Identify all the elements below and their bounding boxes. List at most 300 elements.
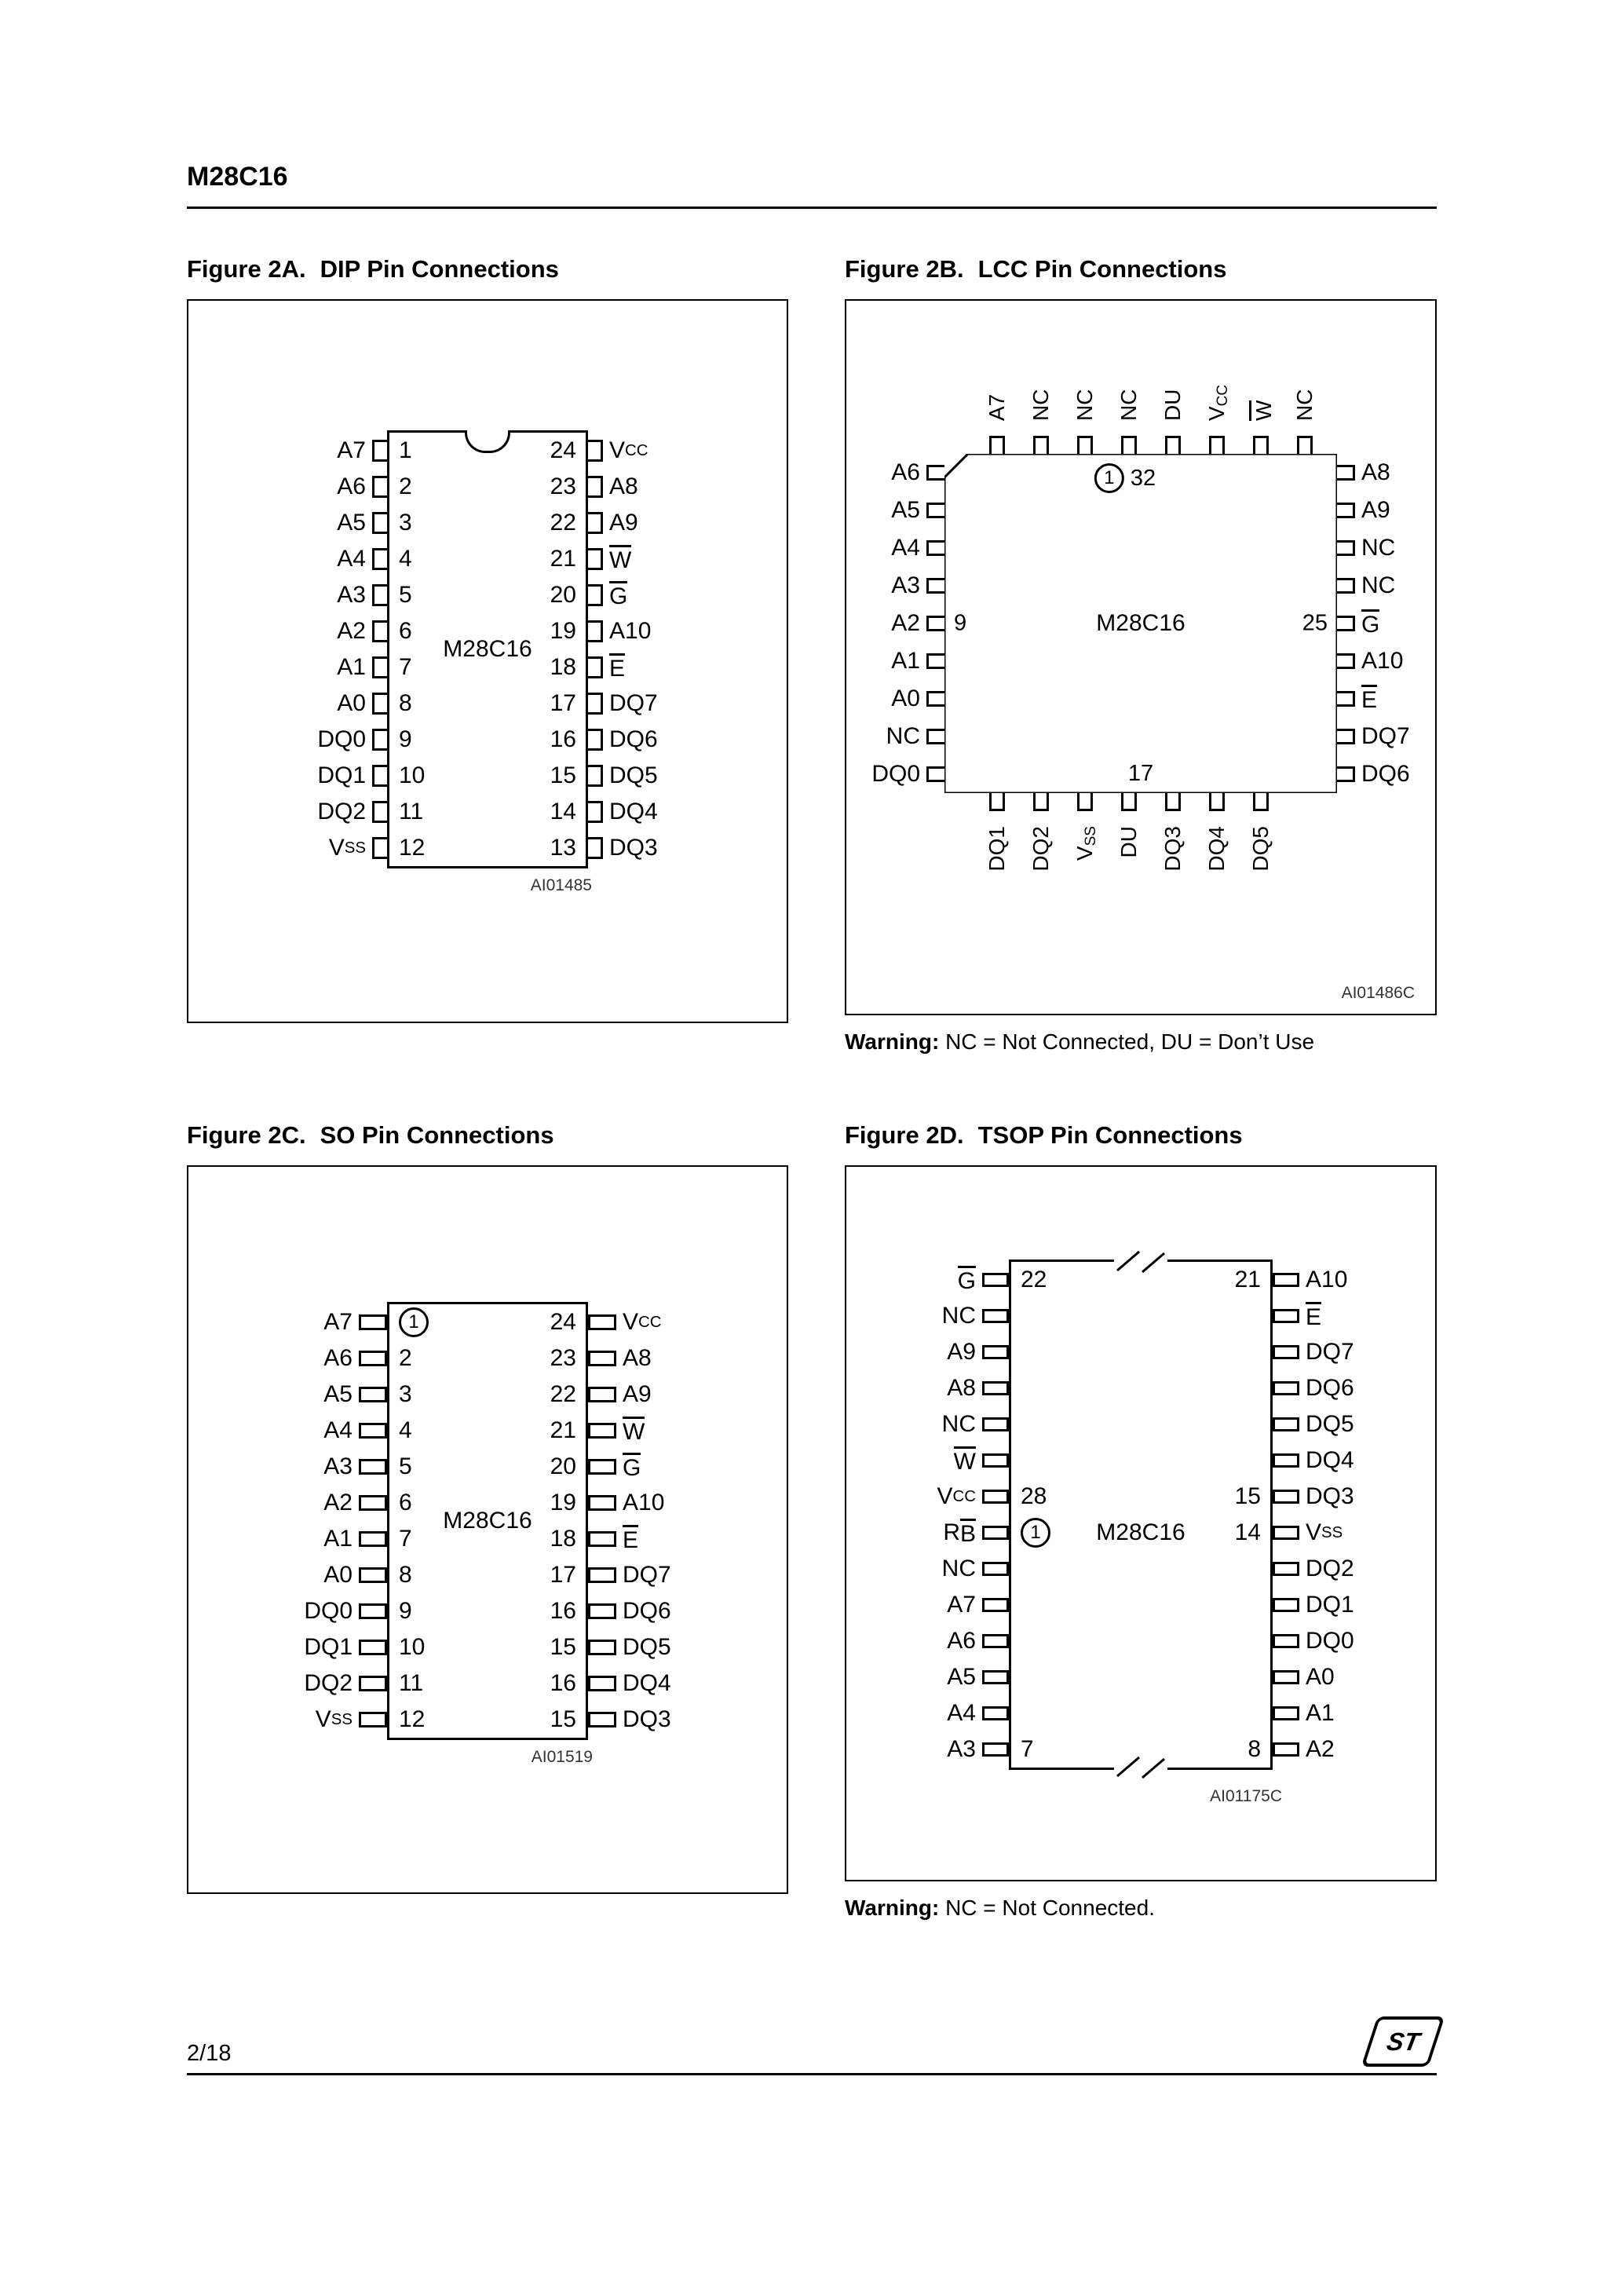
figure-2d-title [845,1121,1437,1150]
pin-label [1240,357,1282,436]
lcc-pin-row [869,755,944,793]
pin-lead-icon [588,765,603,787]
pin-label: A7 [337,437,366,463]
pin-lead-icon [359,1640,387,1655]
pin-label: A6 [891,459,920,485]
pin-lead-icon [1273,1273,1299,1287]
pin-label: A8 [1361,459,1390,485]
pin-leads-right [588,1304,616,1738]
pin-label-text: NC [1292,389,1317,421]
pin-label: DQ7 [609,690,658,716]
pin-label-text: DQ3 [1160,826,1185,872]
pin-lead-icon [359,1459,387,1475]
pin-lead-cell [359,1377,387,1413]
pin-number: 16 [550,1670,576,1696]
pin32-number: 32 [1130,465,1156,491]
figure-2b-label: Figure 2B. [845,255,964,283]
pin-lead-icon [1273,1453,1299,1468]
pin-number: 19 [550,618,576,644]
lcc-pin-row [869,605,944,642]
figure-2a-name: DIP Pin Connections [320,255,559,283]
pin-lead-icon [1337,616,1355,631]
pin-label: A3 [323,1453,353,1479]
pin-label: A4 [323,1417,353,1443]
pin-lead-cell [588,1557,616,1593]
pin-lead-cell [359,1593,387,1629]
figure-2c-title [187,1121,788,1150]
warning-label: Warning: [845,1029,940,1054]
pin-lead-icon [1165,793,1181,811]
pin-lead-icon [982,1526,1009,1540]
pin-lead-cell [982,1587,1009,1623]
pin-lead-icon [1273,1706,1299,1720]
dip-package [290,430,685,868]
pin-label-text: DU [1116,826,1141,858]
pin-lead-cell [1273,1442,1299,1479]
dip-diagram [290,430,685,894]
pin-lead-icon [926,540,944,556]
pin-lead-icon [1273,1634,1299,1648]
pin-lead-icon [926,503,944,518]
pin-label-text: DQ2 [1028,826,1053,872]
pin-label: A7 [947,1592,976,1618]
pin-lead-cell [372,758,387,794]
pin-lead-icon [588,1459,616,1475]
lcc-top-pin [976,357,1018,454]
pin-lead-icon [1077,793,1093,811]
pin-lead-cell [588,1629,616,1665]
pin1-circle-icon: 1 [1094,463,1124,493]
pin-label-text: DQ4 [1204,826,1229,872]
figure-2c-box [187,1165,788,1894]
pin-number: 24 [550,1309,576,1335]
pin-label: DQ0 [1306,1628,1354,1654]
pin-lead-icon [982,1706,1009,1720]
pin-number: 15 [550,1706,576,1732]
pin-label: W [623,1413,645,1449]
pin-label-text: NC [1072,389,1097,421]
pin-lead-cell [359,1340,387,1377]
pin-label [976,357,1018,436]
pin-label [1196,357,1238,436]
pin-lead-cell [1273,1515,1299,1551]
spacer [1337,793,1412,890]
pin-number [1021,1515,1050,1551]
pin-lead-icon [982,1562,1009,1576]
pin-lead-icon [359,1531,387,1547]
pin-number: 2 [399,1345,412,1371]
pin-label: A10 [1361,648,1404,674]
pin-number: 4 [399,1417,412,1443]
pin-label: E [1306,1298,1321,1334]
pin-number: 22 [1021,1267,1047,1292]
lcc-pin-row [1337,642,1412,680]
break-mark-icon [1109,1752,1172,1783]
pin-lead-cell [359,1521,387,1557]
pin-lead-icon [1337,653,1355,669]
pin-lead-icon [372,620,387,642]
pin-label: A10 [609,618,652,644]
pin-lead-icon [982,1273,1009,1287]
pin-label: A9 [947,1339,976,1365]
pin-number: 15 [550,762,576,788]
pin-number: 3 [399,510,412,536]
pin-label: NC [941,1411,976,1437]
pin-number: 5 [399,582,412,608]
pin-labels-right [623,1304,698,1738]
pin-label-text: NC [1116,389,1141,421]
pin-lead-icon [926,578,944,594]
pin-leads-right [588,433,603,866]
figure-2b-name: LCC Pin Connections [977,255,1227,283]
pin-number: 9 [399,726,412,752]
pin-lead-icon [588,1351,616,1366]
pin-lead-icon [982,1309,1009,1323]
pin-label: A0 [891,686,920,711]
pin-lead-icon [989,793,1005,811]
pin-label-text: W [1249,400,1273,421]
pin-label: A4 [947,1700,976,1726]
lcc-top-pin [1152,357,1194,454]
pin-number: 6 [399,618,412,644]
pin-label-text: $V_{SS}$ [1072,826,1099,861]
pin-lead-icon [926,766,944,782]
pin-lead-icon [1337,691,1355,707]
pin-lead-icon [372,476,387,498]
pin-leads-left [982,1262,1009,1768]
figure-2c-label: Figure 2C. [187,1121,306,1149]
lcc-pin-row [869,718,944,755]
lcc-pin-row [869,454,944,492]
lcc-bottom-pin [1064,793,1106,890]
lcc-top-pin [1020,357,1062,454]
pin-lead-cell [982,1262,1009,1298]
pin-lead-icon [989,436,1005,454]
spacer [869,793,944,890]
lcc-bottom-band [869,793,1412,890]
pin-lead-icon [926,465,944,481]
pin-lead-cell [359,1304,387,1340]
pin-labels-left [290,433,366,866]
pin-lead-icon [1337,465,1355,481]
pin-lead-cell [588,1413,616,1449]
pin-number: 18 [550,1526,576,1552]
pin-lead-icon [372,512,387,534]
pin-label [1240,811,1282,890]
pin-number: 13 [550,835,576,861]
pin-lead-cell [588,1377,616,1413]
pin-lead-icon [1337,540,1355,556]
pin-lead-cell [982,1515,1009,1551]
pin-label: A1 [323,1526,353,1552]
pin-lead-cell [588,1521,616,1557]
pin-labels-right [1306,1262,1372,1768]
pin-lead-cell [1273,1298,1299,1334]
pin-lead-icon [372,584,387,606]
pin-lead-icon [1273,1309,1299,1323]
pin-lead-cell [372,577,387,613]
pin-lead-cell [372,649,387,686]
warning-text: NC = Not Connected. [945,1896,1155,1920]
pin-number: 12 [399,835,426,861]
pin-number: 8 [399,690,412,716]
pin-lead-icon [1033,793,1049,811]
pin-lead-cell [359,1702,387,1738]
pin-label: DQ5 [623,1634,671,1660]
pin-label: DQ7 [623,1562,671,1588]
pin-label: G [958,1262,976,1298]
pin-number: 11 [399,799,424,824]
pin-label [1064,357,1106,436]
chip-body [387,430,588,868]
so-diagram [277,1302,698,1766]
pin-lead-icon [359,1423,387,1439]
pin-lead-icon [359,1495,387,1511]
pin-label: DQ6 [609,726,658,752]
pin-lead-cell [1273,1659,1299,1695]
figure-2c-name: SO Pin Connections [320,1121,554,1149]
pin-lead-icon [588,476,603,498]
pin-lead-icon [1273,1345,1299,1359]
lcc-bottom-pin [1108,793,1150,890]
lcc-top-pin [1284,357,1326,454]
pin-label: A0 [323,1562,353,1588]
pin-label: DQ6 [1306,1375,1354,1401]
pin-number: 7 [399,1526,412,1552]
pin-lead-icon [1273,1742,1299,1757]
pin-lead-icon [588,1495,616,1511]
pin-lead-icon [588,1314,616,1330]
pin-label: A3 [891,572,920,598]
pin-lead-icon [588,693,603,715]
pin-number: 10 [399,762,426,788]
figure-2a-box [187,299,788,1023]
figure-2b-drawing-ref: AI01486C [1341,984,1415,1002]
figure-2a-section [187,255,788,1023]
pin-label: DQ7 [1306,1339,1354,1365]
pin-lead-icon [982,1742,1009,1757]
lcc-pin-row [869,680,944,718]
figure-2d-label: Figure 2D. [845,1121,964,1149]
pin-number: 21 [550,1417,576,1443]
figure-2d-name: TSOP Pin Connections [977,1121,1243,1149]
pin-label: A2 [891,610,920,636]
pin-lead-cell [982,1370,1009,1406]
pin-number: 8 [399,1562,412,1588]
chip-name: M28C16 [1096,1519,1185,1545]
pin-lead-cell [1273,1370,1299,1406]
pin-lead-icon [372,729,387,751]
pin-label [1020,357,1062,436]
pin-number: 11 [399,1670,424,1696]
pin-label [1152,811,1194,890]
pin-lead-cell [359,1557,387,1593]
pin-lead-icon [588,584,603,606]
pin-number: 16 [550,726,576,752]
pin-label: DQ5 [1306,1411,1354,1437]
pin-lead-cell [588,649,603,686]
lcc-diagram [869,357,1412,890]
pin-number: 21 [1234,1267,1261,1292]
lcc-pin-row [1337,755,1412,793]
pin-lead-cell [1273,1731,1299,1768]
pin-lead-cell [982,1406,1009,1442]
pin-label: DQ2 [317,799,366,824]
notch-icon [465,430,510,453]
pin-lead-icon [1273,1526,1299,1540]
pin-label: W [954,1442,976,1479]
pin-lead-cell [588,505,603,541]
pin-lead-icon [1273,1381,1299,1395]
pin-lead-cell [588,1593,616,1629]
pin-lead-cell [1273,1262,1299,1298]
pin-label: A10 [1306,1267,1348,1292]
pin-lead-icon [926,653,944,669]
pin-label: DQ5 [609,762,658,788]
pin-lead-cell [982,1731,1009,1768]
pin-label: E [1361,685,1377,714]
lcc-top-pin [1064,357,1106,454]
pin-lead-cell [982,1442,1009,1479]
pin-number: 6 [399,1490,412,1515]
chip-body [387,1302,588,1740]
pin-label: DQ7 [1361,723,1410,749]
pin-label [976,811,1018,890]
pin-lead-icon [372,548,387,570]
pin-number: 17 [550,690,576,716]
pin-number [399,1304,429,1340]
pin-lead-cell [588,1665,616,1702]
pin-lead-icon [1297,436,1313,454]
pin-label: A2 [323,1490,353,1515]
pin-label: DQ1 [304,1634,353,1660]
pin-number: 14 [550,799,576,824]
pin-label: V SS [315,1706,353,1732]
page-number: 2/18 [187,2041,232,2066]
pin-number: 19 [550,1490,576,1515]
lcc-left-pins [869,454,944,793]
pin-lead-icon [372,801,387,823]
pin-number: 2 [399,473,412,499]
pin-label: E [609,649,625,686]
pin-lead-cell [372,830,387,866]
pin-lead-icon [372,693,387,715]
pin-lead-cell [588,830,603,866]
pin-lead-cell [982,1551,1009,1587]
pin-lead-icon [588,656,603,678]
pin-label [1064,811,1106,890]
lcc-bottom-pin [1196,793,1238,890]
pin-label: A5 [891,497,920,523]
pin-label: DQ3 [609,835,658,861]
pin-lead-icon [1337,578,1355,594]
so-package [277,1302,698,1740]
pin-label [1196,811,1238,890]
pin-lead-cell [359,1485,387,1521]
pin-label: A0 [1306,1664,1335,1690]
pin-lead-icon [1121,793,1137,811]
lcc-right-pins [1337,454,1412,793]
pin-number: 21 [550,546,576,572]
lcc-bottom-pin [1240,793,1282,890]
figure-2d-box [845,1165,1437,1881]
pin-lead-icon [982,1417,1009,1431]
pin-lead-icon [1077,436,1093,454]
pin-lead-icon [588,1640,616,1655]
pin-lead-icon [1273,1598,1299,1612]
pin-label: A1 [891,648,920,674]
pin-lead-cell [372,541,387,577]
pin-lead-cell [588,613,603,649]
pin-label: DQ6 [623,1598,671,1624]
lcc-pin17-marker: 17 [1127,761,1154,786]
pin-number: 28 [1021,1483,1047,1509]
figure-2b-title [845,255,1437,283]
pin-lead-cell [588,577,603,613]
pin-lead-icon [359,1603,387,1619]
chip-body [944,454,1337,793]
pin-label [1152,357,1194,436]
pin-label: DQ4 [1306,1447,1354,1473]
pin-label: A6 [337,473,366,499]
pin-number: 7 [1021,1736,1034,1762]
pin-label: A3 [337,582,366,608]
pin-label [1108,811,1150,890]
lcc-pin-row [1337,680,1412,718]
pin-number: 15 [550,1634,576,1660]
pin-label: A1 [1306,1700,1335,1726]
page-footer [187,2016,1437,2075]
pin-lead-cell [588,686,603,722]
spacer [1337,357,1412,454]
pin-label: A5 [947,1664,976,1690]
pin-label: A9 [1361,497,1390,523]
pin-number: 18 [550,654,576,680]
lcc-pin25-marker: 25 [1302,610,1328,636]
pin-label-text: $V_{CC}$ [1204,384,1231,421]
figure-2a-title [187,255,788,283]
pin-label: V CC [623,1309,662,1335]
pin-lead-icon [359,1712,387,1727]
pin-lead-icon [1337,766,1355,782]
lcc-top-pin [1240,357,1282,454]
pin-number: 23 [550,473,576,499]
pin-lead-icon [359,1387,387,1402]
pin-label: A6 [323,1345,353,1371]
pin-label: A1 [337,654,366,680]
pin-label: A9 [609,510,638,536]
pin-lead-icon [982,1453,1009,1468]
pin-label: DQ1 [1306,1592,1354,1618]
pin-lead-icon [359,1676,387,1691]
pin-label: DQ0 [317,726,366,752]
pin-lead-cell [588,794,603,830]
pin-label: A6 [947,1628,976,1654]
pin-lead-icon [1273,1490,1299,1504]
pin-lead-icon [1121,436,1137,454]
pin-label [1284,357,1326,436]
pin-label: DQ3 [623,1706,671,1732]
lcc-pin-row [1337,454,1412,492]
figure-2c-section [187,1121,788,1894]
pin-lead-icon [1165,436,1181,454]
pin-number: 20 [550,582,576,608]
pin-leads-left [359,1304,387,1738]
pin-lead-icon [372,440,387,462]
pin-lead-icon [588,1603,616,1619]
pin-lead-cell [1273,1334,1299,1370]
pin-label: A7 [323,1309,353,1335]
